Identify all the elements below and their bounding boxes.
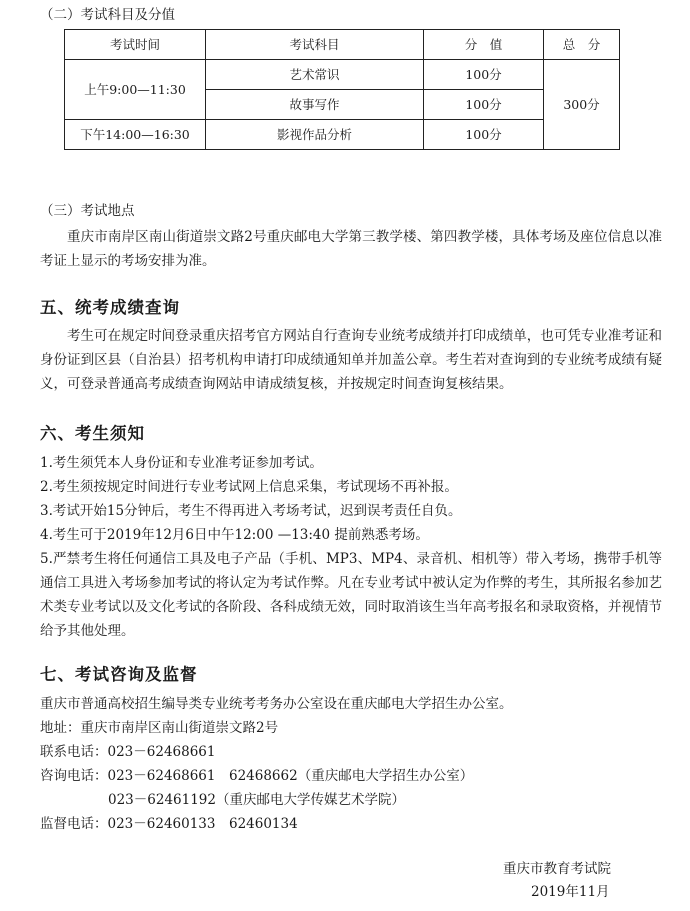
consult-phone-2: 023－62461192（重庆邮电大学传媒艺术学院）	[108, 792, 405, 808]
section-heading-subjects: （二）考试科目及分值	[40, 7, 175, 23]
address-text: 地址：重庆市南岸区南山街道崇文路2号	[40, 720, 279, 736]
table-row	[65, 60, 620, 90]
location-text: 重庆市南岸区南山街道崇文路2号重庆邮电大学第三教学楼、第四教学楼，具体考场及座位信息以准考证上显示的考场安排为准。	[40, 229, 662, 269]
header-total: 总 分	[544, 30, 620, 60]
score-cell: 100分	[424, 120, 544, 150]
score-cell: 100分	[424, 60, 544, 90]
heading-candidate-notice: 六、考生须知	[40, 424, 145, 443]
notice-item-4: 4.考生可于2019年12月6日中午12:00 —13:40 提前熟悉考场。	[40, 527, 429, 543]
header-time: 考试时间	[65, 30, 206, 60]
exam-schedule-table	[64, 29, 620, 150]
header-subject: 考试科目	[206, 30, 424, 60]
office-text: 重庆市普通高校招生编导类专业统考考务办公室设在重庆邮电大学招生办公室。	[40, 696, 513, 712]
morning-time-cell: 上午9:00—11:30	[65, 60, 206, 120]
signature-org: 重庆市教育考试院	[503, 861, 611, 877]
table-header-row	[65, 30, 620, 60]
section-heading-location: （三）考试地点	[40, 203, 135, 219]
subject-cell: 故事写作	[206, 90, 424, 120]
consult-phone-1: 咨询电话：023－62468661 62468662（重庆邮电大学招生办公室）	[40, 768, 474, 784]
signature-date: 2019年11月	[531, 884, 610, 900]
subject-cell: 影视作品分析	[206, 120, 424, 150]
notice-item-5: 5.严禁考生将任何通信工具及电子产品（手机、MP3、MP4、录音机、相机等）带入考场，携带手机等通信工具进入考场参加考试的将认定为考试作弊。凡在专业考试中被认定为作弊的考生，其所报名参加艺术类专业考试以及文化考试的各阶段、各科成绩无效，同时取消该生当年高考报名和录取资格，并视情节给予其他处理。	[40, 551, 662, 639]
header-score: 分 值	[424, 30, 544, 60]
score-cell: 100分	[424, 90, 544, 120]
score-query-text: 考生可在规定时间登录重庆招考官方网站自行查询专业统考成绩并打印成绩单，也可凭专业准考证和身份证到区县（自治县）招考机构申请打印成绩通知单并加盖公章。考生若对查询到的专业统考成绩有疑义，可登录普通高考成绩查询网站申请成绩复核，并按规定时间查询复核结果。	[40, 328, 662, 392]
notice-item-3: 3.考试开始15分钟后，考生不得再进入考场考试，迟到误考责任自负。	[40, 503, 462, 519]
table-row	[65, 120, 620, 150]
notice-item-2: 2.考生须按规定时间进行专业考试网上信息采集，考试现场不再补报。	[40, 479, 458, 495]
contact-phone: 联系电话：023－62468661	[40, 744, 216, 760]
location-paragraph	[40, 225, 662, 273]
notice-item-1: 1.考生须凭本人身份证和专业准考证参加考试。	[40, 455, 323, 471]
total-score-cell: 300分	[544, 60, 620, 150]
heading-consult-supervise: 七、考试咨询及监督	[40, 665, 198, 684]
supervise-phone: 监督电话：023－62460133 62460134	[40, 816, 298, 832]
heading-score-query: 五、统考成绩查询	[40, 298, 180, 317]
afternoon-time-cell: 下午14:00—16:30	[65, 120, 206, 150]
score-query-paragraph	[40, 324, 662, 396]
subject-cell: 艺术常识	[206, 60, 424, 90]
